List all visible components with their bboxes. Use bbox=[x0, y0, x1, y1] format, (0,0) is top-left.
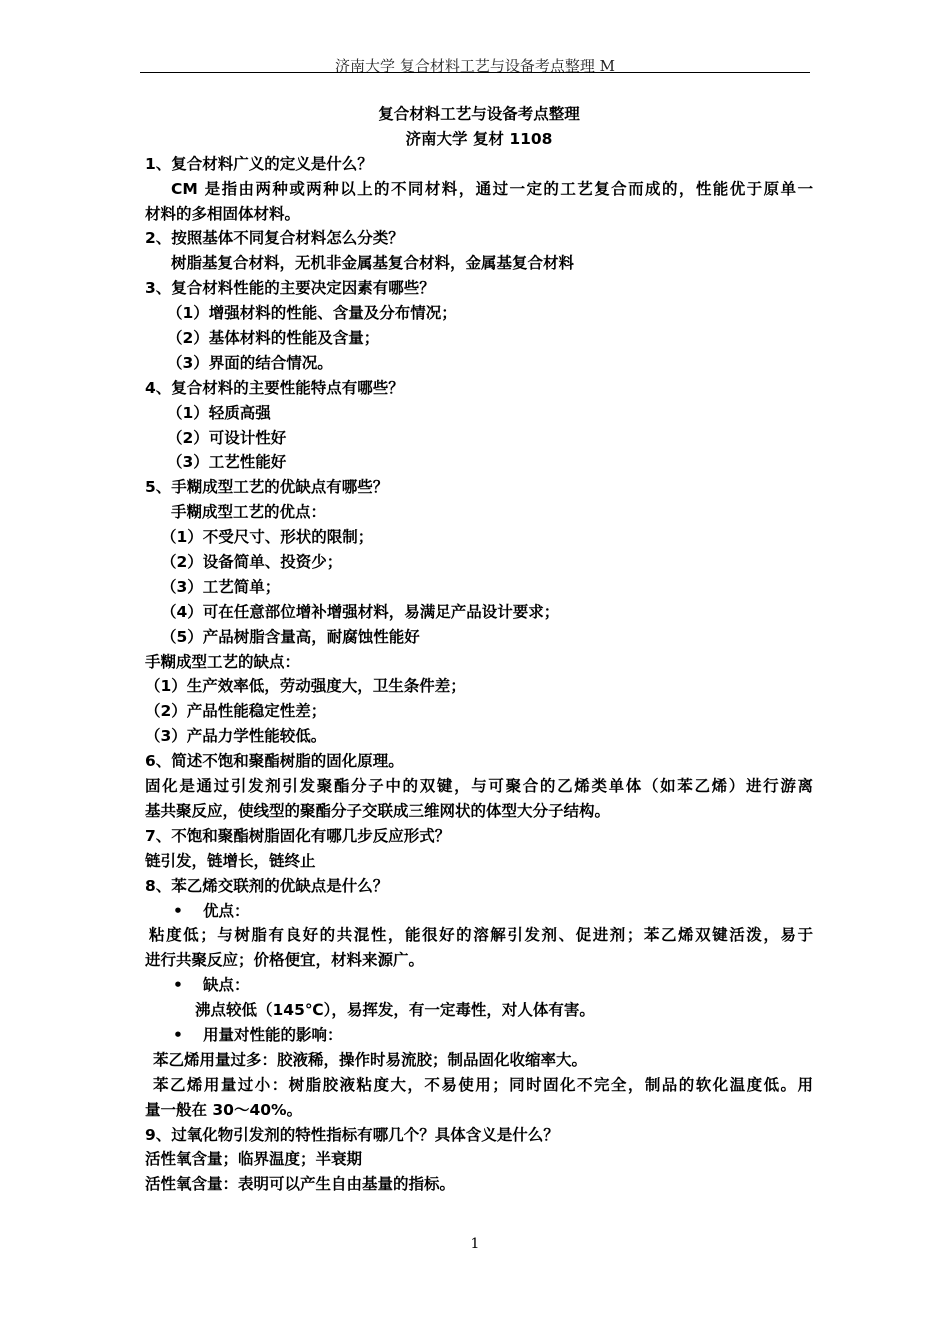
list-item: （1）轻质高强 bbox=[167, 403, 271, 422]
list-item: （1）生产效率低，劳动强度大，卫生条件差； bbox=[145, 677, 466, 696]
answer-line: 固化是通过引发剂引发聚酯分子中的双键，与可聚合的乙烯类单体（如苯乙烯）进行游离 bbox=[145, 777, 813, 796]
bullet-item bbox=[145, 899, 813, 924]
question-4: 4、复合材料的主要性能特点有哪些？ bbox=[145, 378, 404, 397]
list-item: （3）工艺性能好 bbox=[167, 453, 287, 472]
bullet-label: 优点： bbox=[203, 901, 250, 920]
bullet-item bbox=[145, 973, 813, 998]
question-2: 2、按照基体不同复合材料怎么分类？ bbox=[145, 229, 404, 248]
header-rule bbox=[140, 72, 810, 73]
answer-line: 量一般在 30～40%。 bbox=[145, 1100, 303, 1119]
list-item: （5）产品树脂含量高，耐腐蚀性能好 bbox=[161, 627, 420, 646]
question-3: 3、复合材料性能的主要决定因素有哪些？ bbox=[145, 279, 435, 298]
bullet-label: 用量对性能的影响： bbox=[203, 1025, 343, 1044]
bullet-icon: • bbox=[173, 901, 183, 920]
document-title: 复合材料工艺与设备考点整理 bbox=[378, 105, 580, 123]
answer-line: 材料的多相固体材料。 bbox=[145, 204, 301, 223]
question-8: 8、苯乙烯交联剂的优缺点是什么？ bbox=[145, 876, 389, 895]
page-number: 1 bbox=[470, 1236, 480, 1252]
question-5: 5、手糊成型工艺的优缺点有哪些？ bbox=[145, 478, 389, 497]
answer-line: 进行共聚反应；价格便宜，材料来源广。 bbox=[145, 951, 425, 970]
list-item: （3）工艺简单； bbox=[161, 577, 281, 596]
bullet-label: 缺点： bbox=[203, 976, 250, 995]
answer-line: 粘度低；与树脂有良好的共混性，能很好的溶解引发剂、促进剂；苯乙烯双键活泼，易于 bbox=[149, 926, 813, 945]
question-1: 1、复合材料广义的定义是什么？ bbox=[145, 154, 373, 173]
answer-line: 苯乙烯用量过小：树脂胶液粘度大，不易使用；同时固化不完全，制品的软化温度低。用 bbox=[153, 1075, 813, 1094]
answer-line: 链引发，链增长，链终止 bbox=[145, 851, 316, 870]
subheading: 手糊成型工艺的优点： bbox=[171, 503, 327, 522]
running-header: 济南大学 复合材料工艺与设备考点整理 M bbox=[335, 57, 615, 75]
bullet-icon: • bbox=[173, 976, 183, 995]
list-item: （1）不受尺寸、形状的限制； bbox=[161, 528, 374, 547]
bullet-icon: • bbox=[173, 1025, 183, 1044]
list-item: （2）产品性能稳定性差； bbox=[145, 702, 327, 721]
list-item: （2）设备简单、投资少； bbox=[161, 553, 343, 572]
subheading: 手糊成型工艺的缺点： bbox=[145, 652, 301, 671]
document-subtitle: 济南大学 复材 1108 bbox=[405, 129, 553, 148]
answer-line: 活性氧含量：表明可以产生自由基量的指标。 bbox=[145, 1175, 456, 1194]
list-item: （1）增强材料的性能、含量及分布情况； bbox=[167, 304, 457, 323]
answer-line: 沸点较低（145℃），易挥发，有一定毒性，对人体有害。 bbox=[195, 1001, 595, 1020]
question-7: 7、不饱和聚酯树脂固化有哪几步反应形式？ bbox=[145, 826, 451, 845]
bullet-item bbox=[145, 1023, 813, 1048]
list-item: （2）基体材料的性能及含量； bbox=[167, 329, 380, 348]
answer-line: 基共聚反应，使线型的聚酯分子交联成三维网状的体型大分子结构。 bbox=[145, 801, 611, 820]
answer-line: 苯乙烯用量过多：胶液稀，操作时易流胶；制品固化收缩率大。 bbox=[153, 1050, 588, 1069]
answer-line: CM 是指由两种或两种以上的不同材料，通过一定的工艺复合而成的，性能优于原单一 bbox=[171, 179, 813, 198]
list-item: （2）可设计性好 bbox=[167, 428, 287, 447]
answer-line: 活性氧含量；临界温度；半衰期 bbox=[145, 1150, 363, 1169]
document-body bbox=[145, 102, 813, 1197]
question-6: 6、简述不饱和聚酯树脂的固化原理。 bbox=[145, 752, 404, 771]
list-item: （4）可在任意部位增补增强材料，易满足产品设计要求； bbox=[161, 602, 560, 621]
answer-line: 树脂基复合材料，无机非金属基复合材料，金属基复合材料 bbox=[171, 254, 575, 273]
list-item: （3）界面的结合情况。 bbox=[167, 353, 333, 372]
list-item: （3）产品力学性能较低。 bbox=[145, 727, 327, 746]
question-9: 9、过氧化物引发剂的特性指标有哪几个？具体含义是什么？ bbox=[145, 1125, 559, 1144]
